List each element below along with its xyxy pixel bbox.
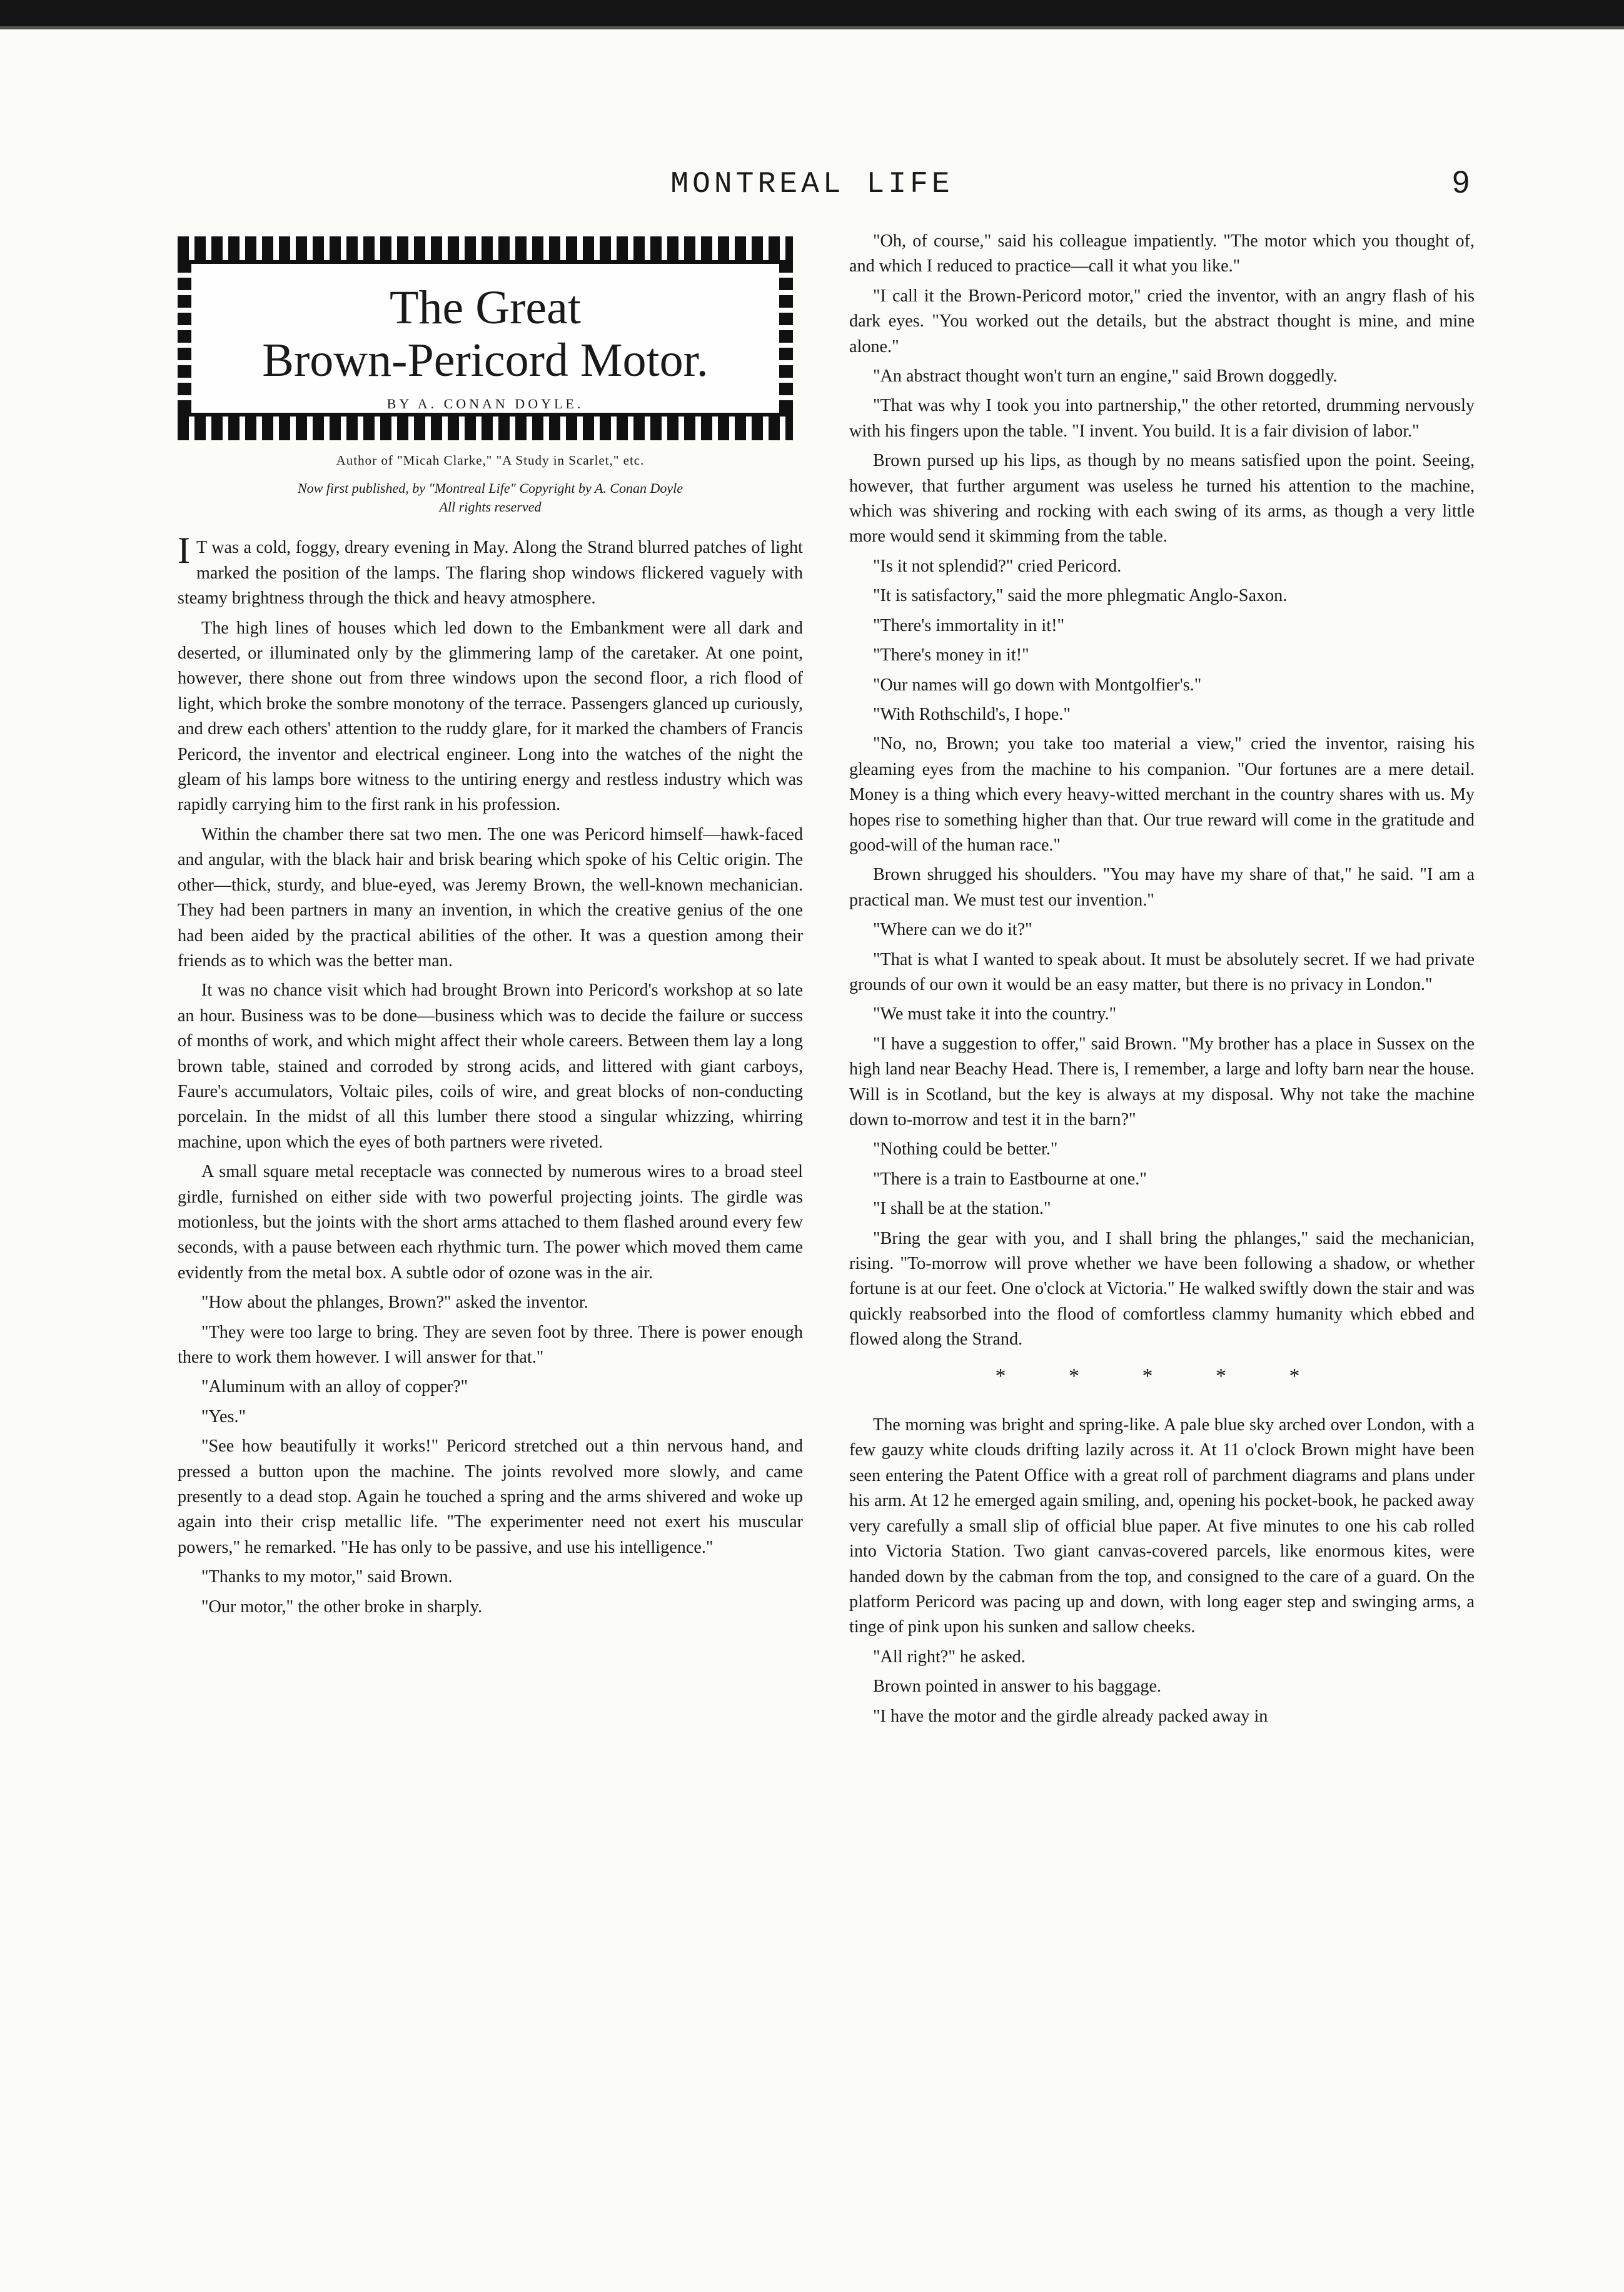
story-title-line1: The Great bbox=[390, 281, 581, 334]
paragraph: The morning was bright and spring-like. A pale blue sky arched over London, with a few gauzy white clouds drifting lazily across it. At 11 o'clock Brown might have been seen entering the Patent Office with a great roll of parchment diagrams and plans under his arm. At 12 he emerged again smiling, and, opening his pocket-book, he packed away very carefully a small slip of official blue paper. At five minutes to one his cab rolled into Victoria Station. Two giant canvas-covered parcels, like enormous kites, were handed down by the cabman from the top, and consigned to the care of a guard. On the platform Pericord was pacing up and down, with long eager step and swinging arms, a tinge of pink upon his sunken and sallow cheeks. bbox=[849, 1415, 1475, 1637]
paragraph: Brown pursed up his lips, as though by no means satisfied upon the point. Seeing, however, that further argument was useless he turned his attention to the machine, which was shivering and rocking with each swing of its arms, as though a very little more would send it skimming from the table. bbox=[849, 451, 1475, 547]
paragraph: "That was why I took you into partnership," the other retorted, drumming nervously with his fingers upon the table. "I invent. You build. It is a fair division of labor." bbox=[849, 396, 1475, 441]
paragraph: "All right?" he asked. bbox=[873, 1647, 1026, 1667]
frame-ornament-bottom bbox=[178, 413, 793, 440]
paragraph: The high lines of houses which led down to the Embankment were all dark and deserted, or illuminated only by the glimmering lamp of the caretaker. At one point, however, there shone out from three windows upon the second floor, a rich flood of light, which broke the sombre monotony of the terrace. Passengers glanced up curiously, and drew each others' attention to the ruddy glare, for it marked the chambers of Francis Pericord, the inventor and electrical engineer. Long into the watches of the night the gleam of his lamps bore witness to the untiring energy and restless industry which was rapidly carrying him to the first rank in his profession. bbox=[178, 618, 803, 815]
paragraph: Brown pointed in answer to his baggage. bbox=[873, 1677, 1162, 1697]
author-note: Author of "Micah Clarke," "A Study in Scarlet," etc. bbox=[336, 453, 645, 468]
paragraph: "There's immortality in it!" bbox=[873, 615, 1064, 635]
paragraph: "I shall be at the station." bbox=[873, 1199, 1051, 1219]
paragraph: "There's money in it!" bbox=[873, 645, 1029, 665]
paragraph: "They were too large to bring. They are seven foot by three. There is power enough there to work them however. I will answer for that." bbox=[178, 1322, 803, 1367]
paragraph: "Aluminum with an alloy of copper?" bbox=[201, 1377, 468, 1397]
paragraph: "How about the phlanges, Brown?" asked the inventor. bbox=[201, 1293, 588, 1313]
paragraph: "I have the motor and the girdle already packed away in bbox=[873, 1706, 1268, 1726]
story-byline: BY A. CONAN DOYLE. bbox=[386, 396, 584, 411]
paragraph: "We must take it into the country." bbox=[873, 1004, 1117, 1024]
paragraph: It was no chance visit which had brought Brown into Pericord's workshop at so late an hour. Business was to be done—business which was to decide the failure or success of months of work, and which might affect their whole careers. Between them lay a long brown table, stained and corroded by strong acids, and littered with giant carboys, Faure's accumulators, Voltaic piles, coils of wire, and great blocks of non-conducting porcelain. In the midst of all this lumber there stood a singular whizzing, whirring machine, upon which the eyes of both partners were riveted. bbox=[178, 981, 803, 1152]
paragraph: "Where can we do it?" bbox=[873, 920, 1032, 940]
paragraph: "An abstract thought won't turn an engine," said Brown doggedly. bbox=[873, 366, 1338, 386]
paragraph: A small square metal receptacle was connected by numerous wires to a broad steel girdle, furnished on either side with two powerful projecting joints. The girdle was motionless, but the joints with the short arms attached to them flashed around every few seconds, with a pause between each rhythmic turn. The power which moved them came evidently from the metal box. A subtle odor of ozone was in the air. bbox=[178, 1162, 803, 1283]
title-frame bbox=[178, 236, 793, 440]
publication-note bbox=[178, 479, 803, 517]
paragraph: "Nothing could be better." bbox=[873, 1139, 1058, 1159]
paragraph: "Yes." bbox=[201, 1406, 246, 1426]
paragraph: "That is what I wanted to speak about. It must be absolutely secret. If we had private grounds of our own it would be an easy matter, but there is no privacy in London." bbox=[849, 949, 1475, 994]
paragraph: "Is it not splendid?" cried Pericord. bbox=[873, 556, 1122, 576]
paragraph: "It is satisfactory," said the more phlegmatic Anglo-Saxon. bbox=[873, 586, 1288, 606]
paragraph: "With Rothschild's, I hope." bbox=[873, 704, 1071, 724]
publication-note-line2: All rights reserved bbox=[439, 499, 542, 515]
running-header: MONTREAL LIFE bbox=[670, 168, 954, 201]
paragraph: "I have a suggestion to offer," said Brown. "My brother has a place in Sussex on the high land near Beachy Head. There is, I remember, a large and lofty barn near the house. Will is in Scotland, but the key is always at my disposal. Why not take the machine down to-morrow and test it in the barn?" bbox=[849, 1034, 1475, 1129]
section-separator: * * * * * bbox=[995, 1364, 1329, 1388]
paragraph: "See how beautifully it works!" Pericord stretched out a thin nervous hand, and pressed a button upon the machine. The joints revolved more slowly, and came presently to a dead stop. Again he touched a spring and the arms shivered and woke up again into their crisp metallic life. "The experimenter need not exert his muscular powers," he remarked. "He has only to be passive, and use his intelligence." bbox=[178, 1436, 803, 1557]
paragraph: "There is a train to Eastbourne at one." bbox=[873, 1169, 1147, 1189]
paragraph: Brown shrugged his shoulders. "You may have my share of that," he said. "I am a practical man. We must test our invention." bbox=[849, 865, 1475, 910]
paragraph: "Our motor," the other broke in sharply. bbox=[201, 1597, 483, 1617]
paragraph: "Bring the gear with you, and I shall bring the phlanges," said the mechanician, rising. "To-morrow will prove whether we have been following a shadow, or whether fortune is at our feet. One o'clock at Victoria." He walked swiftly down the stair and was quickly reabsorbed into the flood of comfortless clammy humanity which ebbed and flowed along the Strand. bbox=[849, 1228, 1475, 1350]
paragraph: "No, no, Brown; you take too material a view," cried the inventor, raising his gleaming eyes from the machine to his companion. "Our fortunes are a mere detail. Money is a thing which every heavy-witted merchant in the country shares with us. My hopes rise to something higher than that. Our true reward will come in the gratitude and good-will of the human race." bbox=[849, 734, 1475, 855]
page-top-edge bbox=[0, 0, 1624, 26]
left-column bbox=[178, 236, 803, 1624]
paragraph: IT was a cold, foggy, dreary evening in May. Along the Strand blurred patches of light marked the position of the lamps. The flaring shop windows flickered vaguely with steamy brightness through the thick and heavy atmosphere. bbox=[178, 530, 803, 608]
paragraph: Within the chamber there sat two men. The one was Pericord himself—hawk-faced and angular, with the black hair and brisk bearing which spoke of his Celtic origin. The other—thick, sturdy, and blue-eyed, was Jeremy Brown, the well-known mechanician. They had been partners in many an invention, in which the creative genius of the one had been aided by the practical abilities of the other. It was a question among their friends as to which was the better man. bbox=[178, 824, 803, 971]
paragraph: "Our names will go down with Montgolfier's." bbox=[873, 675, 1202, 695]
frame-ornament-top bbox=[178, 236, 793, 264]
publication-note-line1: Now first published, by "Montreal Life" Copyright by A. Conan Doyle bbox=[297, 480, 683, 497]
page-number: 9 bbox=[1452, 164, 1470, 199]
paragraph: "Oh, of course," said his colleague impatiently. "The motor which you thought of, and which I reduced to practice—call it what you like." bbox=[849, 231, 1475, 276]
story-title-line2: Brown-Pericord Motor. bbox=[262, 334, 709, 386]
paragraph: "Thanks to my motor," said Brown. bbox=[201, 1567, 453, 1587]
right-column bbox=[849, 229, 1475, 1734]
paragraph: "I call it the Brown-Pericord motor," cried the inventor, with an angry flash of his dark eyes. "You worked out the details, but the abstract thought is mine, and mine alone." bbox=[849, 286, 1475, 356]
